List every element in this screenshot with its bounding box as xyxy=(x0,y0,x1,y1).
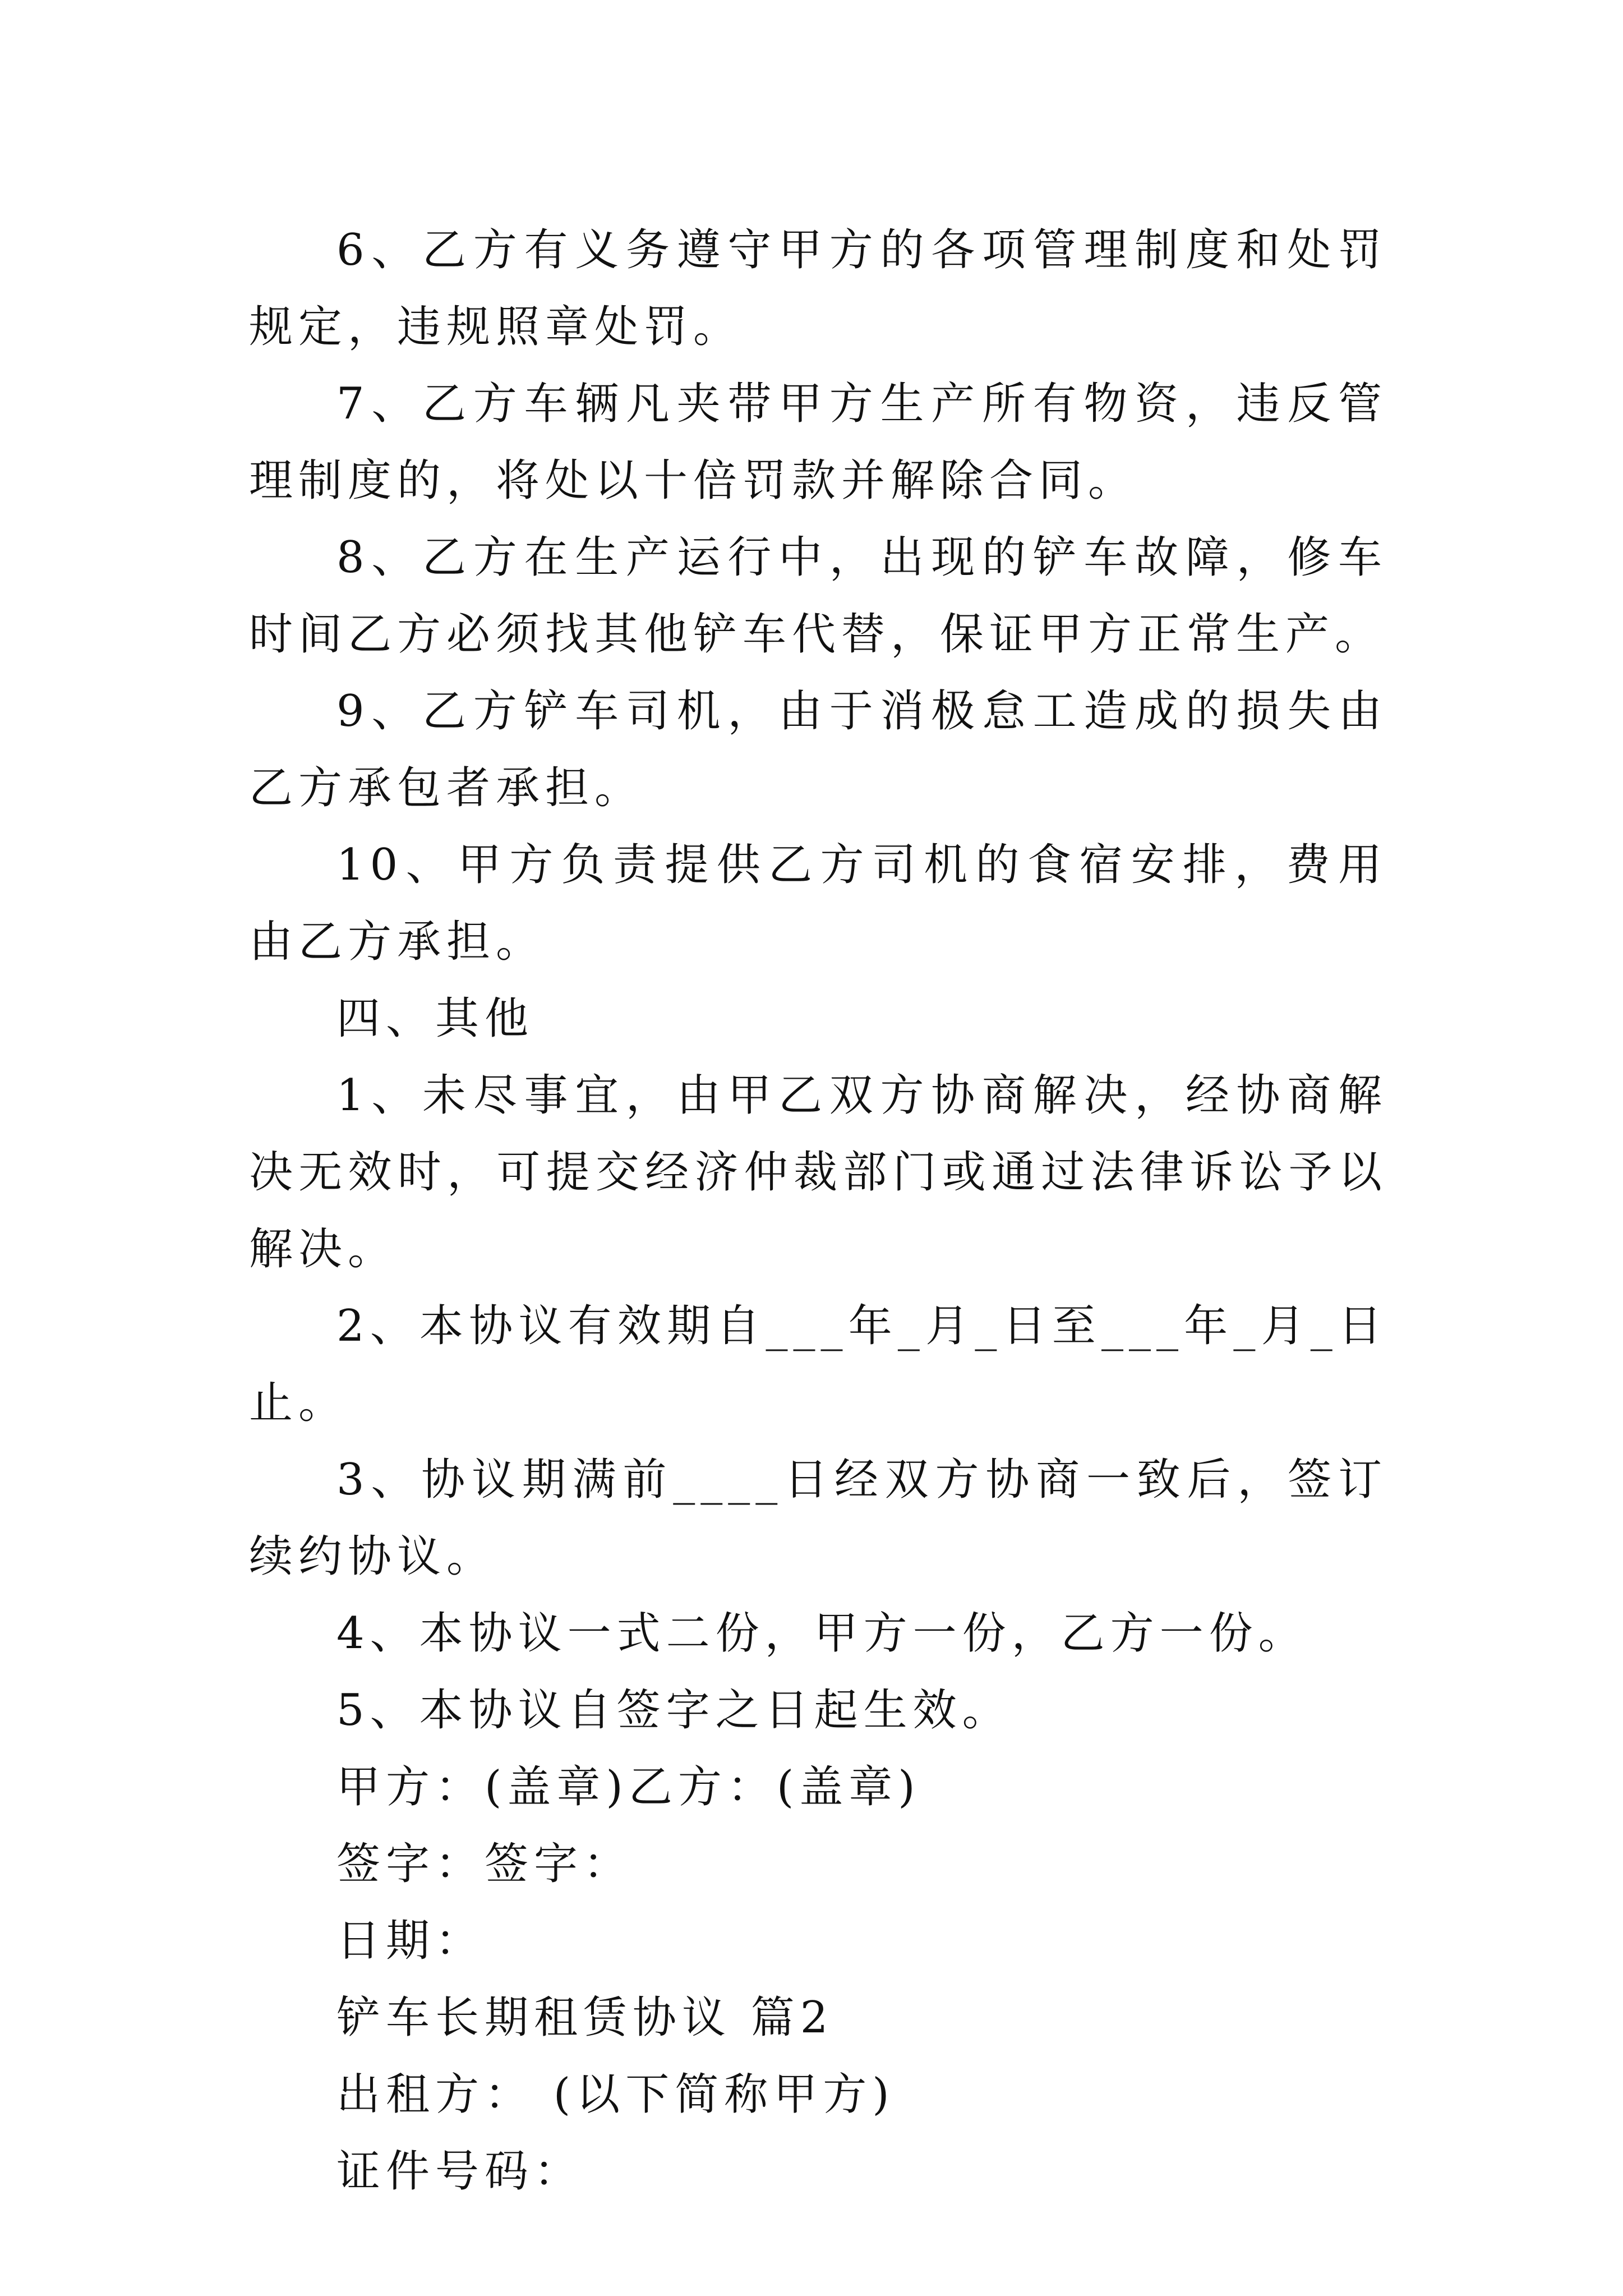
document-body xyxy=(249,212,1387,2210)
other-item-3: 3、协议期满前____日经双方协商一致后，签订续约协议。 xyxy=(249,1455,1387,1582)
section-heading-other: 四、其他 xyxy=(336,993,534,1044)
other-item-1: 1、未尽事宜，由甲乙双方协商解决，经协商解决无效时，可提交经济仲裁部门或通过法律诉讼予以解决。 xyxy=(249,1070,1387,1274)
id-number-line: 证件号码： xyxy=(336,2146,584,2197)
clause-9: 9、乙方铲车司机，由于消极怠工造成的损失由乙方承包者承担。 xyxy=(249,686,1387,813)
other-item-5: 5、本协议自签字之日起生效。 xyxy=(336,1685,1012,1736)
signature-date-line: 日期： xyxy=(336,1916,485,1966)
signature-seal-line: 甲方：(盖章)乙方：(盖章) xyxy=(336,1762,921,1812)
signature-sign-line: 签字：签字： xyxy=(336,1839,633,1889)
other-item-2: 2、本协议有效期自___年_月_日至___年_月_日止。 xyxy=(249,1301,1387,1428)
clause-8: 8、乙方在生产运行中，出现的铲车故障，修车时间乙方必须找其他铲车代替，保证甲方正常生产。 xyxy=(249,532,1387,660)
clause-6: 6、乙方有义务遵守甲方的各项管理制度和处罚规定，违规照章处罚。 xyxy=(249,225,1387,352)
other-item-4: 4、本协议一式二份，甲方一份，乙方一份。 xyxy=(336,1608,1308,1659)
clause-7: 7、乙方车辆凡夹带甲方生产所有物资，违反管理制度的，将处以十倍罚款并解除合同。 xyxy=(249,379,1387,506)
next-agreement-title: 铲车长期租赁协议 篇2 xyxy=(336,1993,834,2043)
lessor-line: 出租方： (以下简称甲方) xyxy=(336,2069,895,2120)
clause-10: 10、甲方负责提供乙方司机的食宿安排，费用由乙方承担。 xyxy=(249,840,1387,967)
